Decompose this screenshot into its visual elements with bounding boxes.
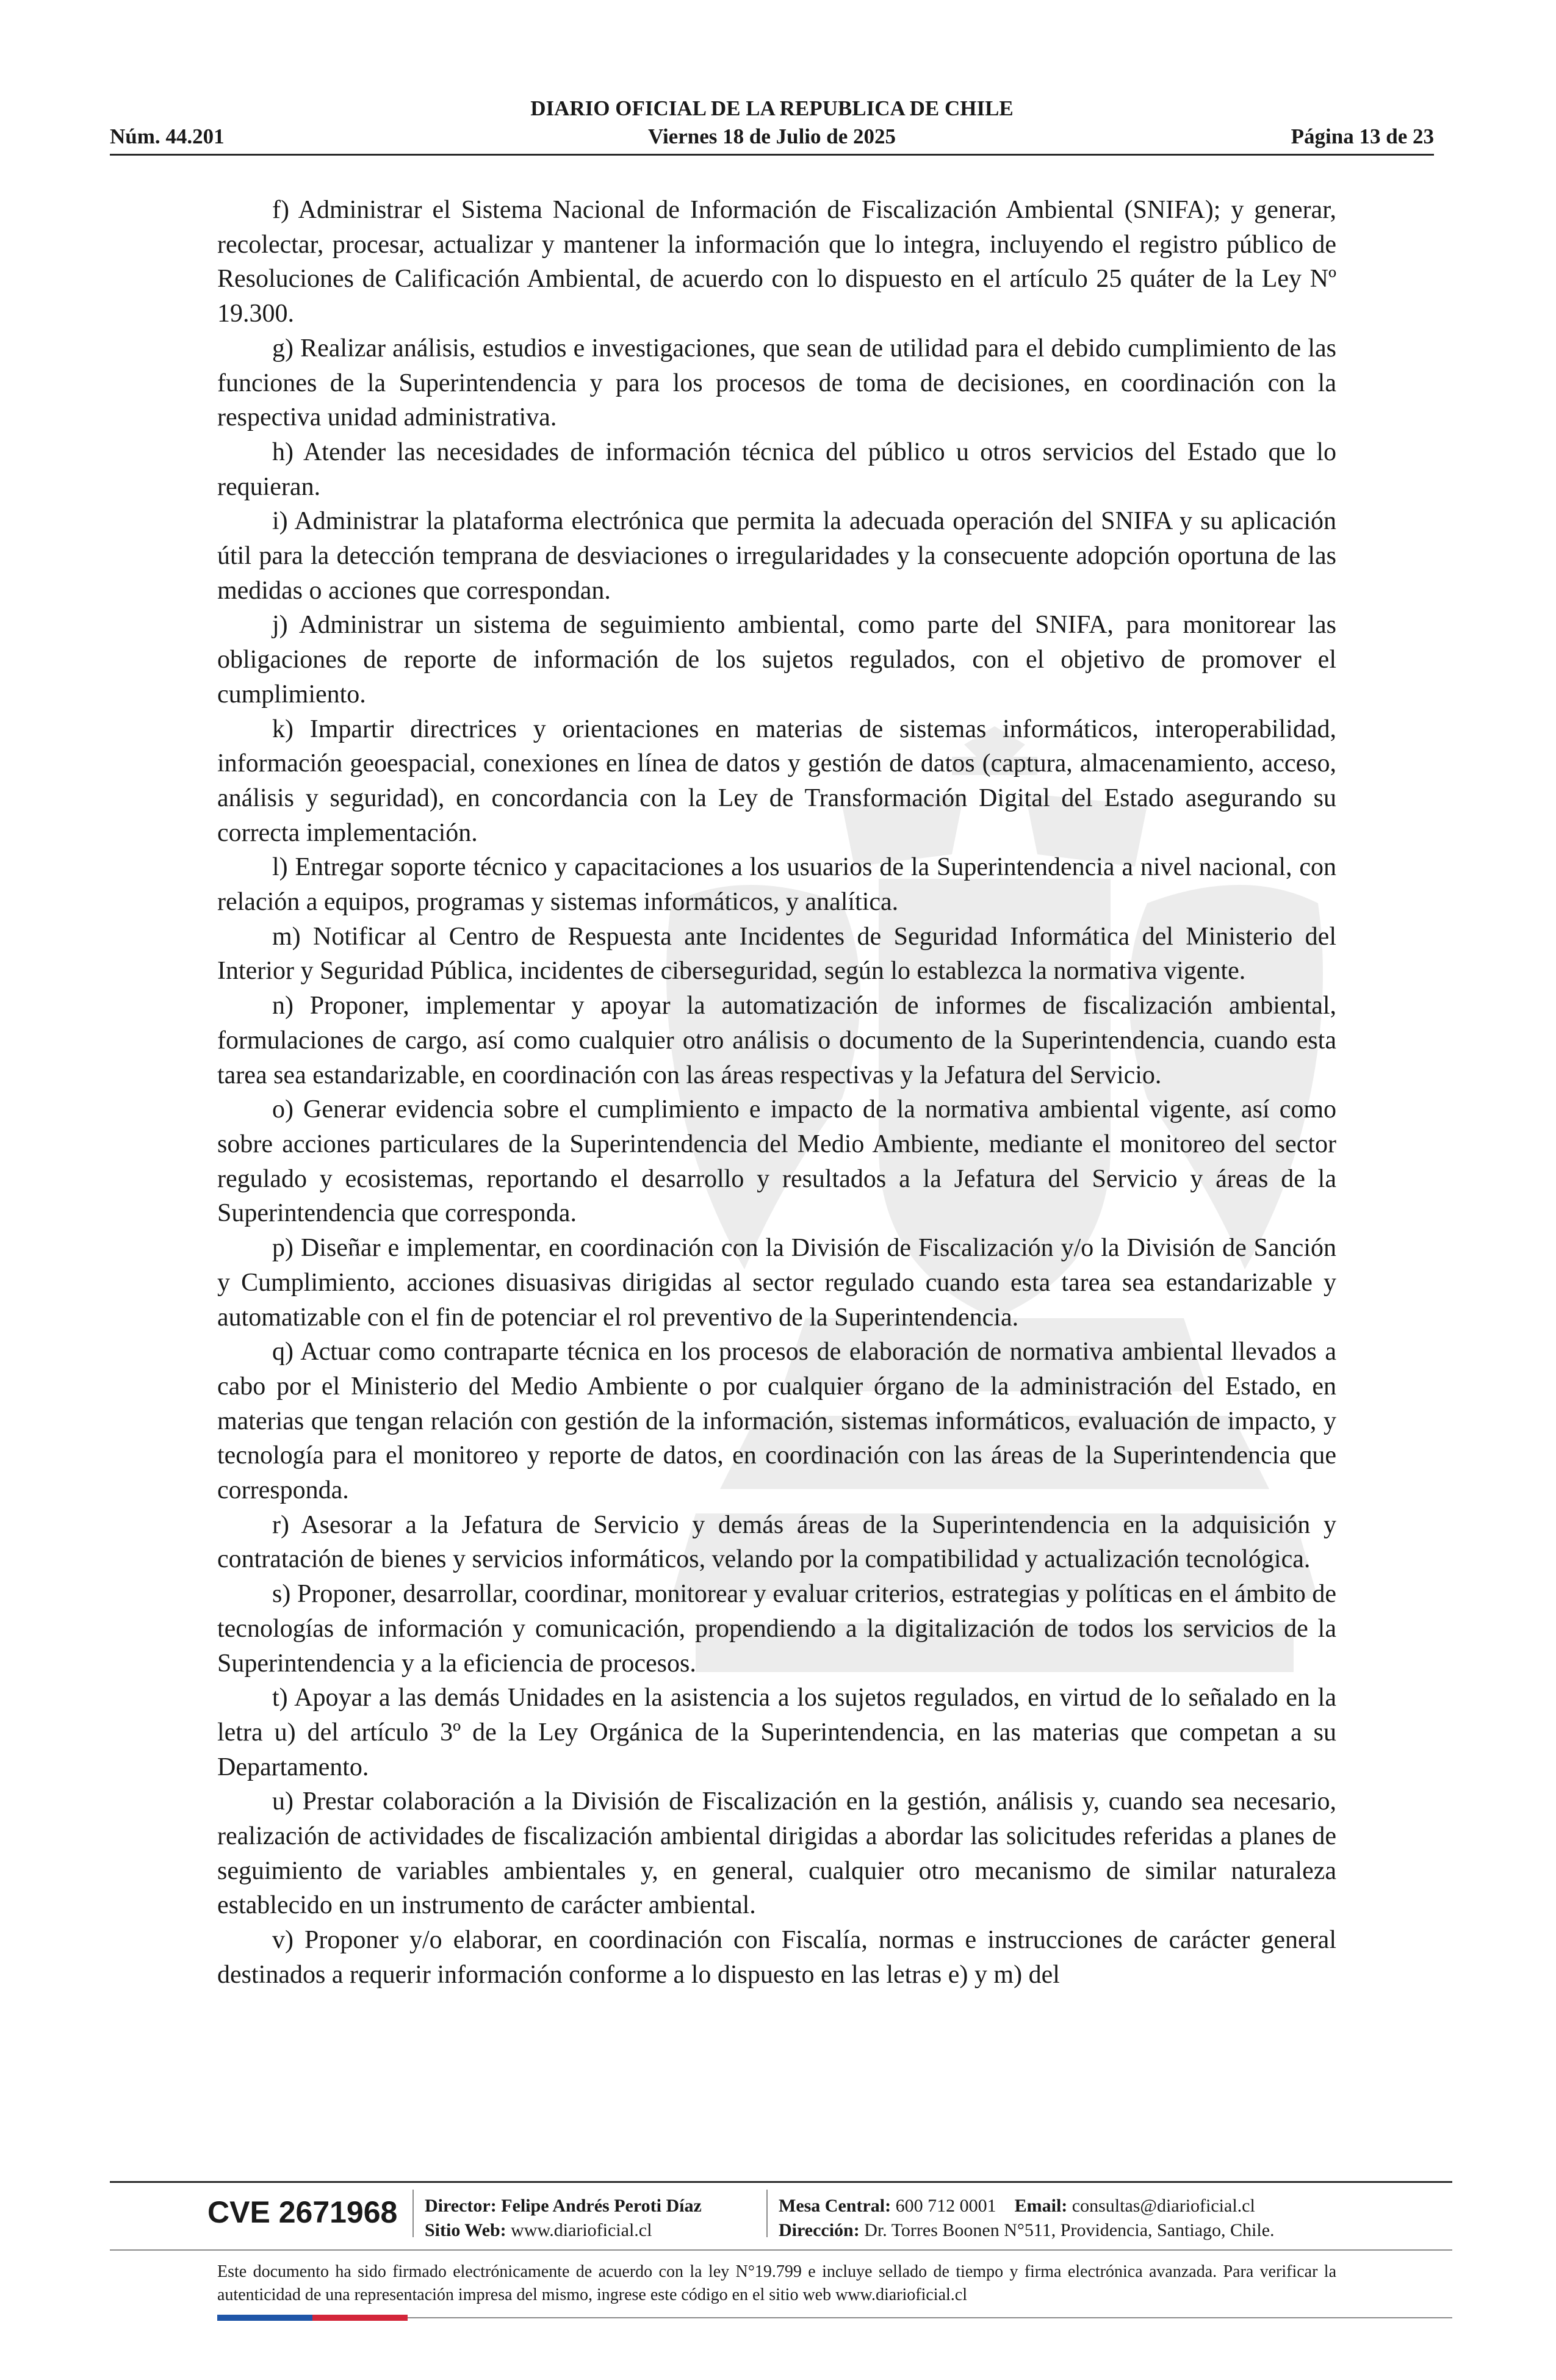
publication-title: DIARIO OFICIAL DE LA REPUBLICA DE CHILE — [530, 96, 1014, 120]
website-link[interactable]: www.diarioficial.cl — [511, 2220, 652, 2240]
paragraph-t: t) Apoyar a las demás Unidades en la asistencia a los sujetos regulados, en virtud de lo señalado en la letra u) del artículo 3º de la Ley Orgánica de la Superintendencia, en las materias que competan a su Departamento. — [217, 1684, 1336, 1781]
paragraph-u: u) Prestar colaboración a la División de Fiscalización en la gestión, análisis y, cuando sea necesario, realización de actividades de fiscalización ambiental dirigidas a abordar las solicitudes referidas a planes de seguimiento de variables ambientales y, en general, cualquier otro mecanismo de similar naturaleza establecido en un instrumento de carácter ambiental. — [217, 1787, 1336, 1920]
website-label: Sitio Web: — [425, 2220, 506, 2240]
cve-code: CVE 2671968 — [207, 2195, 398, 2229]
header-divider — [110, 154, 1434, 156]
paragraph-n: n) Proponer, implementar y apoyar la automatización de informes de fiscalización ambiental, formulaciones de cargo, así como cualquier otro análisis o documento de la Superintendencia, cuando esta tarea sea estandarizable, en coordinación con las áreas respectivas y la Jefatura del Servicio. — [217, 992, 1336, 1089]
paragraph-f: f) Administrar el Sistema Nacional de Información de Fiscalización Ambiental (SNIFA); y generar, recolectar, procesar, actualizar y mantener la información que lo integra, incluyendo el registro público de Resoluciones de Calificación Ambiental, de acuerdo con lo dispuesto en el artículo 25 quáter de la Ley Nº 19.300. — [217, 196, 1336, 328]
email-label: Email: — [1014, 2196, 1068, 2216]
paragraph-h: h) Atender las necesidades de información técnica del público u otros servicios del Estado que lo requieran. — [217, 438, 1336, 501]
flag-blue-stripe — [217, 2315, 312, 2321]
paragraph-g: g) Realizar análisis, estudios e investigaciones, que sean de utilidad para el debido cumplimiento de las funciones de la Superintendencia y para los procesos de toma de decisiones, en coordinación con la respectiva unidad administrativa. — [217, 334, 1336, 432]
email-link[interactable]: consultas@diarioficial.cl — [1072, 2196, 1255, 2216]
paragraph-s: s) Proponer, desarrollar, coordinar, monitorear y evaluar criterios, estrategias y políticas en el ámbito de tecnologías de información y comunicación, propendiendo a la digitalización de todos los servicios de la Superintendencia y a la eficiencia de procesos. — [217, 1580, 1336, 1678]
chilean-flag-bar — [217, 2315, 408, 2321]
paragraph-v: v) Proponer y/o elaborar, en coordinación con Fiscalía, normas e instrucciones de carácter general destinados a requerir información conforme a lo dispuesto en las letras e) y m) del — [217, 1926, 1336, 1989]
director-name: Felipe Andrés Peroti Díaz — [501, 2196, 702, 2216]
footer-divider-middle — [110, 2249, 1452, 2251]
paragraph-k: k) Impartir directrices y orientaciones en materias de sistemas informáticos, interoperabilidad, información geoespacial, conexiones en línea de datos y gestión de datos (captura, almacenamiento, acceso, análisis y seguridad), en concordancia con la Ley de Transformación Digital del Estado asegurando su correcta implementación. — [217, 715, 1336, 847]
issue-number: Núm. 44.201 — [110, 124, 225, 148]
flag-red-stripe — [312, 2315, 408, 2321]
address-value: Dr. Torres Boonen N°511, Providencia, Santiago, Chile. — [864, 2220, 1275, 2240]
address-label: Dirección: — [779, 2220, 860, 2240]
paragraph-l: l) Entregar soporte técnico y capacitaciones a los usuarios de la Superintendencia a nivel nacional, con relación a equipos, programas y sistemas informáticos, y analítica. — [217, 853, 1336, 917]
mesa-central-label: Mesa Central: — [779, 2196, 891, 2216]
footer-separator — [412, 2190, 414, 2237]
paragraph-j: j) Administrar un sistema de seguimiento ambiental, como parte del SNIFA, para monitorear las obligaciones de reporte de información de los sujetos regulados, con el objetivo de promover el cumplimiento. — [217, 611, 1336, 709]
paragraph-o: o) Generar evidencia sobre el cumplimiento e impacto de la normativa ambiental vigente, así como sobre acciones particulares de la Superintendencia del Medio Ambiente, mediante el monitoreo del sector regulado y ecosistemas, reportando el desarrollo y resultados a la Jefatura del Servicio y áreas de la Superintendencia que corresponda. — [217, 1095, 1336, 1228]
paragraph-r: r) Asesorar a la Jefatura de Servicio y demás áreas de la Superintendencia en la adquisición y contratación de bienes y servicios informáticos, velando por la compatibilidad y actualización tecnológica. — [217, 1510, 1336, 1574]
page-header — [110, 96, 1434, 157]
paragraph-m: m) Notificar al Centro de Respuesta ante Incidentes de Seguridad Informática del Ministerio del Interior y Seguridad Pública, incidentes de ciberseguridad, según lo establezca la normativa vigente. — [217, 922, 1336, 986]
legal-notice: Este documento ha sido firmado electrónicamente de acuerdo con la ley N°19.799 e incluye sellado de tiempo y firma electrónica avanzada. Para verificar la autenticidad de una representación impresa del mismo, ingrese este código en el sitio web www.diarioficial.cl — [217, 2262, 1336, 2304]
mesa-central-phone: 600 712 0001 — [895, 2196, 996, 2216]
footer-separator — [766, 2190, 768, 2237]
footer-divider-top — [110, 2181, 1452, 2183]
footer-contact-block — [779, 2194, 1275, 2243]
document-body — [217, 193, 1336, 1992]
director-label: Director: — [425, 2196, 497, 2216]
page-indicator: Página 13 de 23 — [1291, 124, 1434, 148]
paragraph-i: i) Administrar la plataforma electrónica que permita la adecuada operación del SNIFA y su aplicación útil para la detección temprana de desviaciones o irregularidades y la consecuente adopción oportuna de las medidas o acciones que correspondan. — [217, 507, 1336, 605]
footer-divider-bottom — [408, 2317, 1452, 2318]
paragraph-q: q) Actuar como contraparte técnica en los procesos de elaboración de normativa ambiental llevados a cabo por el Ministerio del Medio Ambiente o por cualquier órgano de la administración del Estado, en materias que tengan relación con gestión de la información, sistemas informáticos, evaluación de impacto, y tecnología para el monitoreo y reporte de datos, en coordinación con las áreas de la Superintendencia que corresponda. — [217, 1338, 1336, 1505]
publication-date: Viernes 18 de Julio de 2025 — [647, 124, 896, 148]
paragraph-p: p) Diseñar e implementar, en coordinación con la División de Fiscalización y/o la División de Sanción y Cumplimiento, acciones disuasivas dirigidas al sector regulado cuando esta tarea sea estandarizable y automatizable con el fin de potenciar el rol preventivo de la Superintendencia. — [217, 1234, 1336, 1332]
footer-director-block — [425, 2194, 702, 2243]
